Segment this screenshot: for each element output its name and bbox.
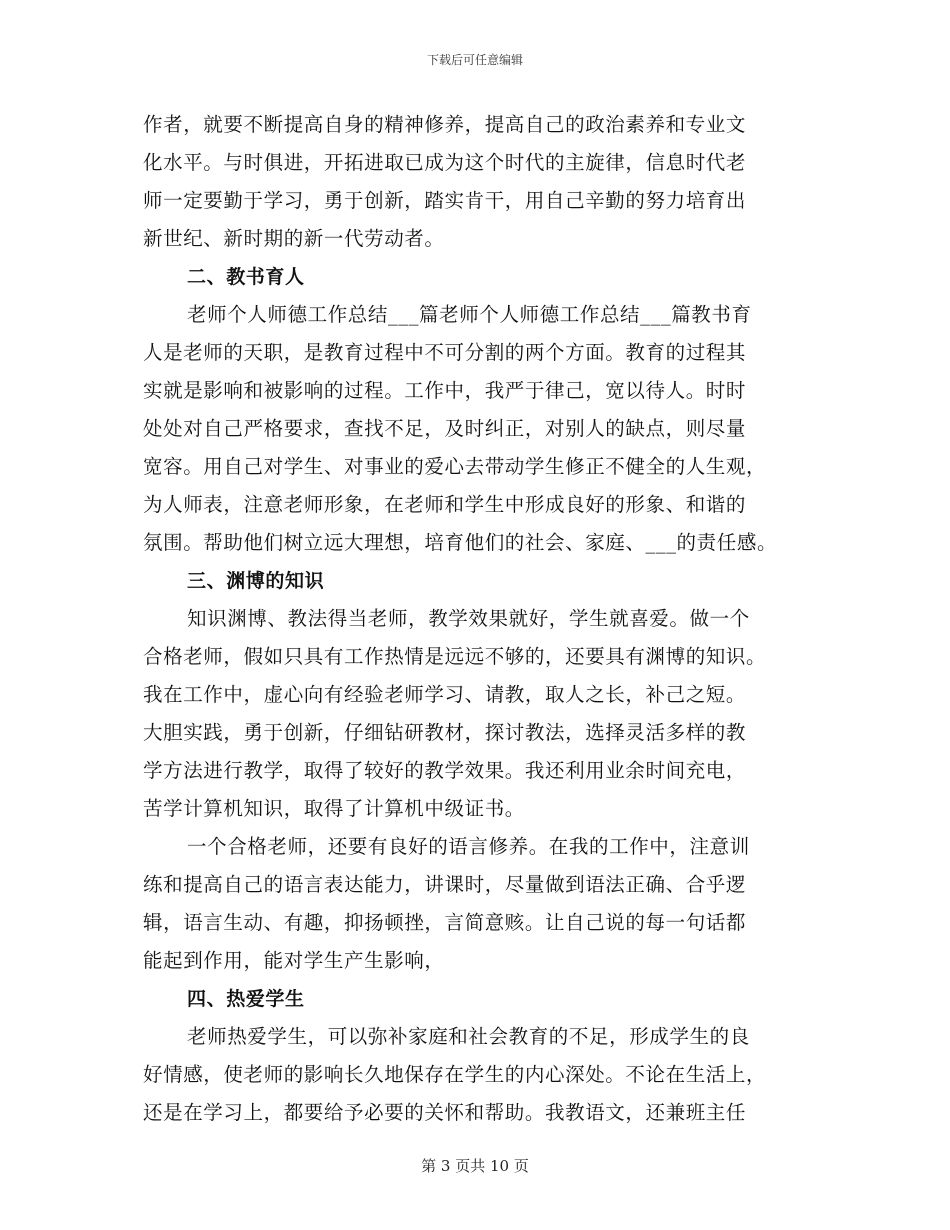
text-line: 宽容。用自己对学生、对事业的爱心去带动学生修正不健全的人生观， [143,455,767,478]
text-line: 处处对自己严格要求，查找不足，及时纠正，对别人的缺点，则尽量 [143,417,747,440]
text-line: 大胆实践，勇于创新，仔细钻研教材，探讨教法，选择灵活多样的教 [143,721,747,744]
text-line: 化水平。与时俱进，开拓进取已成为这个时代的主旋律，信息时代老 [143,151,747,174]
text-line: 学方法进行教学，取得了较好的教学效果。我还利用业余时间充电， [143,759,747,782]
page-header: 下载后可任意编辑 [426,53,523,67]
text-line: 老师个人师德工作总结___篇老师个人师德工作总结___篇教书育 [187,303,752,326]
text-line: 辑，语言生动、有趣，抑扬顿挫，言简意赅。让自己说的每一句话都 [143,911,747,934]
section-heading: 四、热爱学生 [187,988,305,1010]
text-line: 我在工作中，虚心向有经验老师学习、请教，取人之长，补己之短。 [143,683,747,706]
text-line: 知识渊博、教法得当老师，教学效果就好，学生就喜爱。做一个 [187,607,750,630]
text-line: 氛围。帮助他们树立远大理想，培育他们的社会、家庭、___的责任感。 [143,531,778,554]
text-line: 新世纪、新时期的新一代劳动者。 [143,227,445,250]
text-line: 苦学计算机知识，取得了计算机中级证书。 [143,797,525,820]
text-line: 能起到作用，能对学生产生影响， [143,949,445,972]
text-line: 人是老师的天职，是教育过程中不可分割的两个方面。教育的过程其 [143,341,747,364]
text-line: 一个合格老师，还要有良好的语言修养。在我的工作中，注意训 [187,835,750,858]
text-line: 作者，就要不断提高自身的精神修养，提高自己的政治素养和专业文 [143,113,747,136]
text-line: 合格老师，假如只具有工作热情是远远不够的，还要具有渊博的知识。 [143,645,767,668]
text-line: 师一定要勤于学习，勇于创新，踏实肯干，用自己辛勤的努力培育出 [143,189,747,212]
section-heading: 二、教书育人 [187,266,305,288]
text-line: 练和提高自己的语言表达能力，讲课时，尽量做到语法正确、合乎逻 [143,873,747,896]
text-line: 老师热爱学生，可以弥补家庭和社会教育的不足，形成学生的良 [187,1025,750,1048]
text-line: 好情感，使老师的影响长久地保存在学生的内心深处。不论在生活上， [143,1063,767,1086]
section-heading: 三、渊博的知识 [187,570,325,592]
page-footer: 第 3 页共 10 页 [421,1157,529,1175]
text-line: 实就是影响和被影响的过程。工作中，我严于律己，宽以待人。时时 [143,379,747,402]
text-line: 还是在学习上，都要给予必要的关怀和帮助。我教语文，还兼班主任 [143,1101,747,1124]
document-body [143,106,823,1132]
text-line: 为人师表，注意老师形象，在老师和学生中形成良好的形象、和谐的 [143,493,747,516]
